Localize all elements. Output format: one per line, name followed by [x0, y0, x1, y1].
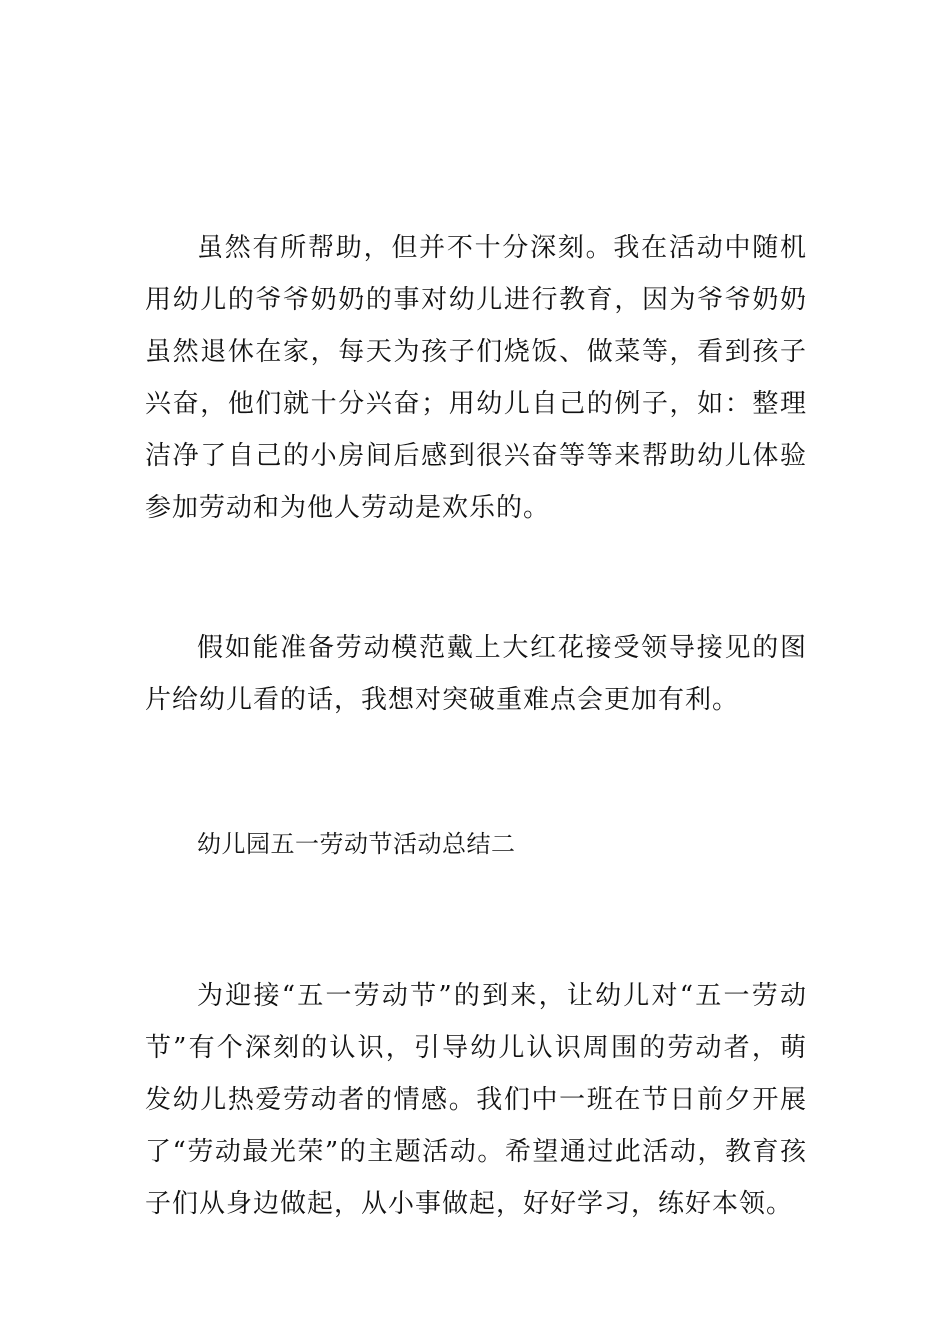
- body-paragraph: 为迎接“五一劳动节”的到来，让幼儿对“五一劳动节”有个深刻的认识，引导幼儿认识周围的劳动者，萌发幼儿热爱劳动者的情感。我们中一班在节日前夕开展了“劳动最光荣”的主题活动。希望通过此活动，教育孩子们从身边做起，从小事做起，好好学习，练好本领。: [145, 981, 807, 1219]
- body-paragraph: 假如能准备劳动模范戴上大红花接受领导接见的图片给幼儿看的话，我想对突破重难点会更加有利。: [145, 633, 807, 715]
- body-paragraph: 虽然有所帮助，但并不十分深刻。我在活动中随机用幼儿的爷爷奶奶的事对幼儿进行教育，因为爷爷奶奶虽然退休在家，每天为孩子们烧饭、做菜等，看到孩子兴奋，他们就十分兴奋；用幼儿自己的例子，如：整理洁净了自己的小房间后感到很兴奋等等来帮助幼儿体验参加劳动和为他人劳动是欢乐的。: [145, 233, 807, 523]
- section-heading: 幼儿园五一劳动节活动总结二: [197, 830, 516, 858]
